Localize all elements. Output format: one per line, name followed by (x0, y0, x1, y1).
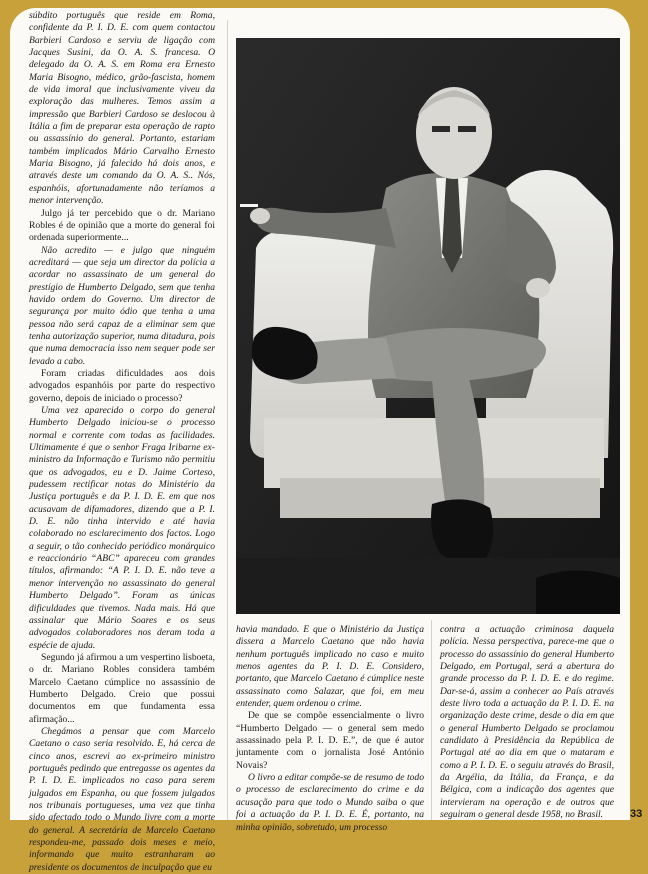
article-paragraph: Julgo já ter percebido que o dr. Mariano Robles é de opinião que a morte do general foi ordenada superiormente... (29, 207, 215, 244)
column-divider (227, 20, 228, 820)
article-paragraph: De que se compõe essencialmente o livro “Humberto Delgado — o general sem medo assassinado pela P. I. D. E.”, de que é autor juntamente com o jornalista José António Novais? (236, 710, 424, 771)
article-paragraph: contra a actuação criminosa daquela polícia. Nessa perspectiva, parece-me que o processo do assassínio do general Humberto Delgado, em Portugal, será a abertura do grande processo da P. I. D. E. e do regime. Dar-se-á, assim a conhecer ao País através deste livro toda a actuação da P. I. D. E. na organização deste crime, desde o dia em que o general Humberto Delgado se proclamou candidato à Presidência da República de Portugal até ao dia em que o mataram e como a P. I. D. E. o seguiu através do Brasil, da Argélia, da Itália, da França, e da Bélgica, com a indicação dos agentes que intervieram na operação e de outros que seguiram o general desde 1958, no Brasil. (440, 624, 614, 821)
article-paragraph: havia mandado. E que o Ministério da Justiça dissera a Marcelo Caetano que não havia nenhum português implicado no caso e muito menos agentes da P. I. D. E. Considero, portanto, que Marcelo Caetano é cúmplice neste assassinato como Salazar, que foi, em meu entender, quem ordenou o crime. (236, 624, 424, 710)
article-paragraph: súbdito português que reside em Roma, confidente da P. I. D. E. com quem contactou Barbieri Cardoso e serviu de ligação com Jacques Susini, da O. A. S. francesa. O delegado da O. A. S. em Roma era Ernesto Maria Bisogno, médico, grão-fascista, homem de vida imoral que inclusivamente viveu da exploração das mulheres. Temos assim a impressão que Barbieri Cardoso se deslocou à Itália a fim de preparar esta operação de rapto ou assassínio do general. Portanto, estariam também implicados Mário Carvalho Ernesto Maria Bisogno, já falecido há dois anos, e através deste um comando da O. A. S.. Nós, espanhóis, afortunadamente não teríamos a menor intervenção. (29, 10, 215, 207)
column-divider (431, 620, 432, 820)
article-column-right (440, 624, 614, 824)
article-paragraph: Segundo já afirmou a um vespertino lisboeta, o dr. Mariano Robles considera também Marcelo Caetano cúmplice no assassínio de Humberto Delgado. Creio que possui documentos em que fundamenta essa afirmação... (29, 651, 215, 725)
article-paragraph: Chegámos a pensar que com Marcelo Caetano o caso seria resolvido. E, há cerca de cinco anos, escrevi ao ex-primeiro ministro português pedindo que entregasse os agentes da P. I. D. E. implicados no caso para serem julgados em Espanha, ou que fossem julgados nos tribunais portugueses, uma vez que tinha sido afectado todo o Mundo livre com a morte do general. A secretária de Marcelo Caetano respondeu-me, passado dois meses e meio, informando que muito estranharam ao presidente os documentos de inculpação que eu (29, 725, 215, 873)
article-paragraph: O livro a editar compõe-se de resumo de todo o processo de esclarecimento do crime e da acusação para que todo o Mundo saiba o que foi a actuação da P. I. D. E. É, portanto, na minha opinião, sobretudo, um processo (236, 772, 424, 833)
article-column-left (29, 10, 215, 873)
seated-man-illustration (236, 38, 620, 614)
article-column-middle (236, 624, 424, 833)
article-paragraph: Uma vez aparecido o corpo do general Humberto Delgado iniciou-se o processo normal e corrente com todas as facilidades. Ultimamente é que o senhor Fraga Iribarne ex-ministro da Informação e Turismo não permitiu que os advogados, eu e D. Jaime Corteso, pudessem rectificar notas do Ministério da Justiça português e da P. I. D. E. em que nos acusavam de difamadores, dizendo que a P. I. D. E. não tinha intervido e até havia colaborado no esclarecimento dos factos. Logo a seguir, o tão conhecido periódico monárquico e reaccionário “ABC” apareceu com grandes títulos, afirmando: “A P. I. D. E. não teve a menor intervenção no assassinato do general Humberto Delgado”. Foram as únicas dificuldades que tivemos. Nada mais. Há que assinalar que Mário Soares e os seus advogados colaboradores nos deram toda a espécie de ajuda. (29, 405, 215, 651)
article-paragraph: Foram criadas dificuldades aos dois advogados espanhóis por parte do respectivo governo, depois de iniciado o processo? (29, 367, 215, 404)
page-number: 33 (630, 808, 643, 820)
article-paragraph: Não acredito — e julgo que ninguém acreditará — que seja um director da polícia a acordar no assassinato de um general do prestígio de Humberto Delgado, sem que tenha havido ordem do Governo. Um director de segurança por muito ódio que tenha a uma pessoa não será capaz de a eliminar sem que tenha autorização superior, numa ditadura, pois que numa democracia isso nem sequer pode ser levado a cabo. (29, 244, 215, 367)
portrait-photo (236, 38, 620, 614)
